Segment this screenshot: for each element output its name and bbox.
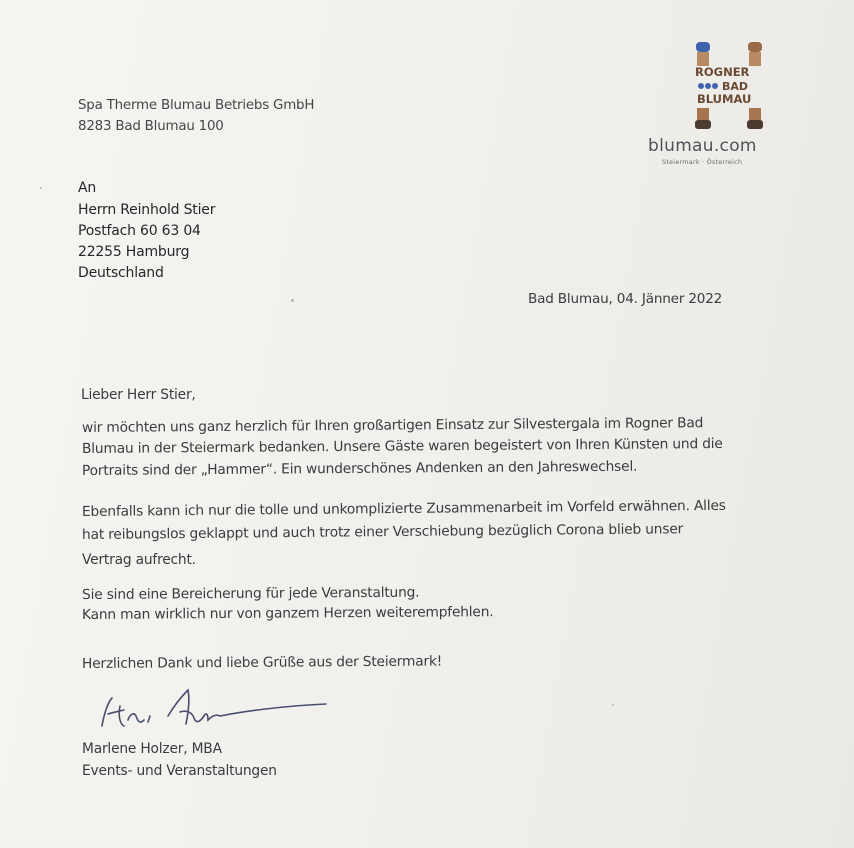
logo-base-right [747, 120, 763, 129]
date-line: Bad Blumau, 04. Jänner 2022 [528, 291, 723, 307]
closing-line: Herzlichen Dank und liebe Grüße aus der Steiermark! [81, 653, 443, 672]
paragraph-line: Kann man wirklich nur von ganzem Herzen weiterempfehlen. [81, 604, 494, 623]
recipient-line: Postfach 60 63 04 [78, 223, 201, 239]
paragraph-line: Vertrag aufrecht. [82, 552, 196, 568]
signature-stroke [168, 690, 326, 724]
paragraph-line: Sie sind eine Bereicherung für jede Veranstaltung. [81, 584, 420, 603]
logo-website: blumau.com [648, 136, 757, 156]
paragraph-line: hat reibungslos geklappt und auch trotz einer Verschiebung bezüglich Corona blieb unser [81, 521, 684, 543]
recipient-line: 22255 Hamburg [78, 244, 190, 260]
paragraph-line: Blumau in der Steiermark bedanken. Unsere Gäste waren begeistert von Ihren Künsten und die [81, 435, 723, 457]
logo-base-left [695, 120, 711, 129]
signatory-name: Marlene Holzer, MBA [82, 741, 222, 757]
paper-speck [612, 704, 614, 706]
rogner-bad-blumau-logo [692, 40, 768, 132]
signature-stroke [102, 698, 150, 726]
logo-region: Steiermark · Österreich [662, 158, 743, 166]
logo-dot [705, 83, 711, 89]
salutation: Lieber Herr Stier, [81, 387, 196, 403]
sender-address: 8283 Bad Blumau 100 [78, 119, 224, 134]
logo-line1: ROGNER [695, 65, 750, 79]
recipient-line: Herrn Reinhold Stier [78, 202, 216, 218]
logo-line3: BLUMAU [697, 92, 752, 106]
paragraph-line: wir möchten uns ganz herzlich für Ihren großartigen Einsatz zur Silvestergala im Rogner Bad [81, 415, 704, 436]
logo-post-right [749, 52, 761, 66]
logo-post-left [697, 52, 709, 66]
logo-dot [698, 83, 704, 89]
paper-speck [40, 187, 42, 189]
logo-foot-left [697, 108, 709, 120]
recipient-line: An [78, 180, 97, 196]
recipient-line: Deutschland [78, 265, 164, 281]
handwritten-signature [90, 676, 340, 744]
paper-speck [291, 299, 294, 302]
logo-cap-left [696, 42, 710, 52]
paragraph-line: Ebenfalls kann ich nur die tolle und unkomplizierte Zusammenarbeit im Vorfeld erwähnen. Alles [81, 497, 726, 520]
paragraph-line: Portraits sind der „Hammer“. Ein wunderschönes Andenken an den Jahreswechsel. [81, 458, 638, 479]
sender-company: Spa Therme Blumau Betriebs GmbH [78, 98, 315, 113]
logo-line2: BAD [722, 80, 749, 93]
logo-cap-right [748, 42, 762, 52]
logo-foot-right [749, 108, 761, 120]
logo-dot [712, 83, 718, 89]
signatory-title: Events- und Veranstaltungen [82, 763, 277, 779]
